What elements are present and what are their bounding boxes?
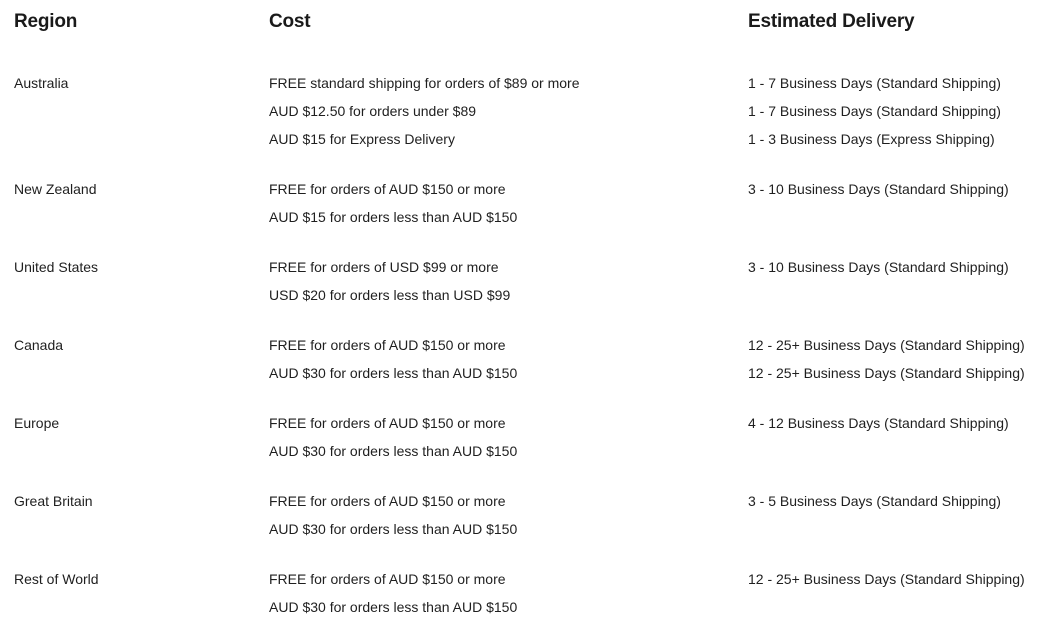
header-estimated-delivery: Estimated Delivery bbox=[748, 11, 915, 32]
delivery-cell bbox=[748, 412, 1009, 440]
region-cell bbox=[14, 256, 98, 284]
table-row bbox=[14, 256, 1034, 334]
region-cell bbox=[14, 568, 99, 596]
cost-line: FREE for orders of AUD $150 or more bbox=[269, 571, 506, 587]
cost-cell bbox=[269, 72, 580, 156]
cost-cell bbox=[269, 334, 517, 390]
table-body bbox=[14, 72, 1034, 628]
delivery-line: 1 - 3 Business Days (Express Shipping) bbox=[748, 131, 995, 147]
cost-line: AUD $30 for orders less than AUD $150 bbox=[269, 365, 518, 381]
delivery-line: 12 - 25+ Business Days (Standard Shipping) bbox=[748, 571, 1025, 587]
table-row bbox=[14, 334, 1034, 412]
region-cell bbox=[14, 412, 59, 440]
delivery-line: 4 - 12 Business Days (Standard Shipping) bbox=[748, 415, 1009, 431]
cost-line: AUD $15 for orders less than AUD $150 bbox=[269, 209, 518, 225]
region-name: Australia bbox=[14, 75, 69, 91]
cost-line: AUD $12.50 for orders under $89 bbox=[269, 103, 477, 119]
table-header bbox=[14, 0, 1034, 48]
delivery-cell bbox=[748, 72, 1001, 156]
cost-line: FREE standard shipping for orders of $89 or more bbox=[269, 75, 580, 91]
cost-cell bbox=[269, 256, 510, 312]
delivery-line: 3 - 5 Business Days (Standard Shipping) bbox=[748, 493, 1001, 509]
cost-cell bbox=[269, 412, 517, 468]
delivery-cell bbox=[748, 178, 1009, 206]
delivery-line: 1 - 7 Business Days (Standard Shipping) bbox=[748, 103, 1001, 119]
cost-line: AUD $30 for orders less than AUD $150 bbox=[269, 521, 518, 537]
delivery-cell bbox=[748, 568, 1025, 596]
region-name: New Zealand bbox=[14, 181, 97, 197]
delivery-cell bbox=[748, 490, 1001, 518]
delivery-cell bbox=[748, 334, 1025, 390]
delivery-cell bbox=[748, 256, 1009, 284]
cost-cell bbox=[269, 568, 517, 624]
cost-line: AUD $30 for orders less than AUD $150 bbox=[269, 599, 518, 615]
cost-cell bbox=[269, 178, 517, 234]
delivery-line: 3 - 10 Business Days (Standard Shipping) bbox=[748, 181, 1009, 197]
region-name: Europe bbox=[14, 415, 60, 431]
delivery-line: 3 - 10 Business Days (Standard Shipping) bbox=[748, 259, 1009, 275]
cost-line: AUD $30 for orders less than AUD $150 bbox=[269, 443, 518, 459]
delivery-line: 12 - 25+ Business Days (Standard Shipping) bbox=[748, 365, 1025, 381]
region-name: United States bbox=[14, 259, 99, 275]
delivery-line: 1 - 7 Business Days (Standard Shipping) bbox=[748, 75, 1001, 91]
delivery-line: 12 - 25+ Business Days (Standard Shipping) bbox=[748, 337, 1025, 353]
table-row bbox=[14, 178, 1034, 256]
region-cell bbox=[14, 72, 68, 100]
header-cost: Cost bbox=[269, 11, 311, 32]
shipping-table bbox=[14, 0, 1034, 615]
region-name: Canada bbox=[14, 337, 64, 353]
table-row bbox=[14, 490, 1034, 568]
cost-line: FREE for orders of AUD $150 or more bbox=[269, 415, 506, 431]
cost-line: FREE for orders of AUD $150 or more bbox=[269, 493, 506, 509]
cost-line: AUD $15 for Express Delivery bbox=[269, 131, 455, 147]
region-name: Great Britain bbox=[14, 493, 93, 509]
region-cell bbox=[14, 490, 93, 518]
cost-cell bbox=[269, 490, 517, 546]
cost-line: FREE for orders of AUD $150 or more bbox=[269, 181, 506, 197]
region-cell bbox=[14, 334, 63, 362]
header-region: Region bbox=[14, 11, 78, 32]
cost-line: FREE for orders of USD $99 or more bbox=[269, 259, 499, 275]
table-row bbox=[14, 412, 1034, 490]
table-row bbox=[14, 568, 1034, 628]
table-row bbox=[14, 72, 1034, 178]
region-name: Rest of World bbox=[14, 571, 99, 587]
region-cell bbox=[14, 178, 97, 206]
cost-line: FREE for orders of AUD $150 or more bbox=[269, 337, 506, 353]
cost-line: USD $20 for orders less than USD $99 bbox=[269, 287, 511, 303]
